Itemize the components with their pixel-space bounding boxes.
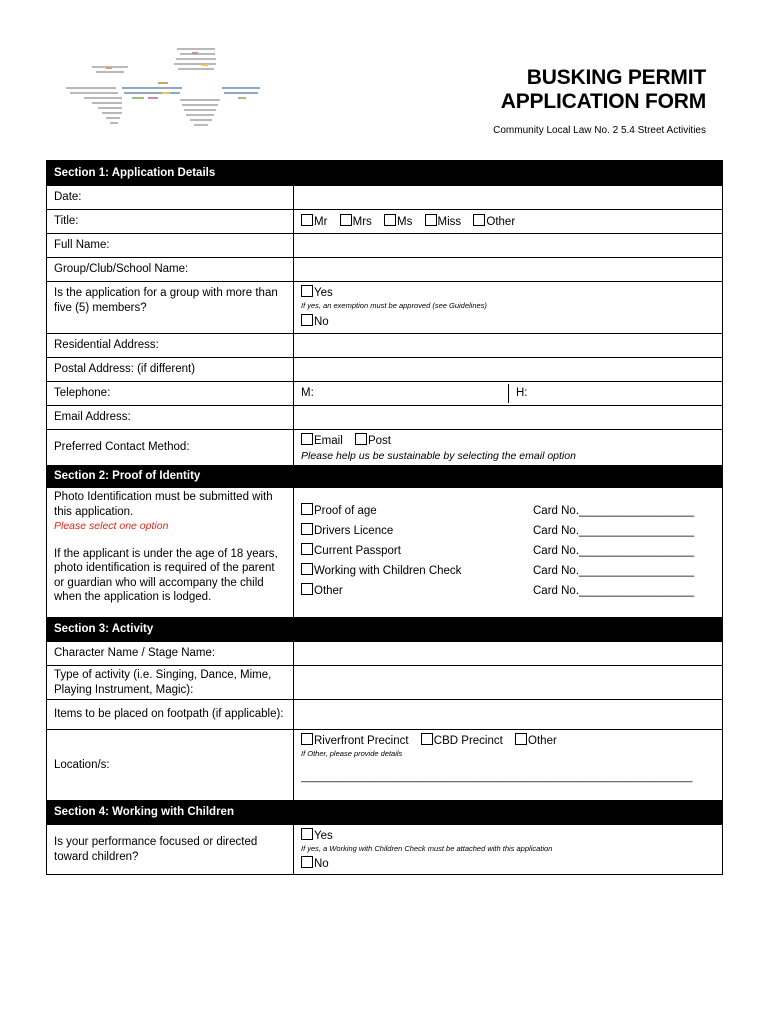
contact-sustainable-note: Please help us be sustainable by selecting the email option bbox=[301, 449, 576, 462]
character-name-field[interactable] bbox=[294, 642, 723, 666]
residential-address-field[interactable] bbox=[294, 334, 723, 358]
identity-select-note: Please select one option bbox=[54, 520, 169, 532]
title-other-label: Other bbox=[486, 215, 516, 228]
section3-heading: Section 3: Activity bbox=[47, 618, 723, 642]
cbd-label: CBD Precinct bbox=[433, 735, 503, 747]
riverfront-label: Riverfront Precinct bbox=[314, 735, 409, 747]
drivers-licence-card-no[interactable]: Card No.__________________ bbox=[533, 524, 695, 537]
group-name-field[interactable] bbox=[294, 258, 723, 282]
form-subtitle: Community Local Law No. 2 5.4 Street Activities bbox=[493, 125, 706, 136]
section4-heading: Section 4: Working with Children bbox=[47, 801, 723, 825]
council-logo bbox=[62, 44, 264, 132]
contact-post-checkbox[interactable] bbox=[355, 433, 367, 445]
identity-instructions bbox=[47, 488, 294, 618]
title-mrs-label: Mrs bbox=[352, 215, 372, 228]
form-title-block bbox=[493, 66, 706, 136]
contact-method-label: Preferred Contact Method: bbox=[47, 430, 294, 466]
title-ms-checkbox[interactable] bbox=[384, 214, 396, 226]
group-no-checkbox[interactable] bbox=[301, 314, 313, 326]
other-id-card-no[interactable]: Card No.__________________ bbox=[533, 584, 695, 597]
passport-checkbox[interactable] bbox=[301, 543, 313, 555]
children-yes-label: Yes bbox=[314, 830, 333, 842]
children-no-checkbox[interactable] bbox=[301, 856, 313, 868]
mobile-field[interactable] bbox=[294, 384, 509, 403]
children-yes-checkbox[interactable] bbox=[301, 828, 313, 840]
other-id-label: Other bbox=[314, 585, 343, 598]
wwc-check-checkbox[interactable] bbox=[301, 563, 313, 575]
email-address-label: Email Address: bbox=[47, 406, 294, 430]
location-options bbox=[294, 730, 723, 801]
activity-type-label: Type of activity (i.e. Singing, Dance, Mime, Playing Instrument, Magic): bbox=[47, 666, 294, 700]
postal-address-field[interactable] bbox=[294, 358, 723, 382]
title-other-checkbox[interactable] bbox=[473, 214, 485, 226]
title-miss-checkbox[interactable] bbox=[425, 214, 437, 226]
cbd-checkbox[interactable] bbox=[421, 733, 433, 745]
group-size-question: Is the application for a group with more than five (5) members? bbox=[47, 282, 294, 334]
section2-heading: Section 2: Proof of Identity bbox=[47, 466, 723, 488]
passport-label: Current Passport bbox=[314, 545, 401, 558]
riverfront-checkbox[interactable] bbox=[301, 733, 313, 745]
group-yes-label: Yes bbox=[314, 287, 333, 299]
group-yes-checkbox[interactable] bbox=[301, 285, 313, 297]
footpath-items-field[interactable] bbox=[294, 700, 723, 730]
title-miss-label: Miss bbox=[437, 215, 462, 228]
home-phone-label: H: bbox=[516, 387, 528, 400]
contact-email-label: Email bbox=[314, 435, 343, 447]
application-form-table bbox=[46, 160, 723, 875]
proof-of-age-label: Proof of age bbox=[314, 505, 377, 518]
home-phone-field[interactable] bbox=[509, 384, 722, 403]
identity-options bbox=[294, 488, 723, 618]
contact-email-checkbox[interactable] bbox=[301, 433, 313, 445]
group-exemption-note: If yes, an exemption must be approved (see Guidelines) bbox=[301, 300, 487, 310]
identity-intro: Photo Identification must be submitted with this application. bbox=[54, 491, 273, 518]
fullname-label: Full Name: bbox=[47, 234, 294, 258]
footpath-items-label: Items to be placed on footpath (if applicable): bbox=[47, 700, 294, 730]
drivers-licence-label: Drivers Licence bbox=[314, 525, 394, 538]
date-field[interactable] bbox=[294, 186, 723, 210]
wwc-check-card-no[interactable]: Card No.__________________ bbox=[533, 564, 695, 577]
group-size-options bbox=[294, 282, 723, 334]
contact-post-label: Post bbox=[367, 435, 391, 447]
title-options bbox=[294, 210, 723, 234]
passport-card-no[interactable]: Card No.__________________ bbox=[533, 544, 695, 557]
section1-heading: Section 1: Application Details bbox=[47, 161, 723, 186]
contact-method-options bbox=[294, 430, 723, 466]
form-title-line2: APPLICATION FORM bbox=[500, 90, 706, 113]
children-options bbox=[294, 825, 723, 875]
title-mr-checkbox[interactable] bbox=[301, 214, 313, 226]
telephone-label: Telephone: bbox=[47, 382, 294, 406]
group-name-label: Group/Club/School Name: bbox=[47, 258, 294, 282]
drivers-licence-checkbox[interactable] bbox=[301, 523, 313, 535]
residential-address-label: Residential Address: bbox=[47, 334, 294, 358]
location-other-note: If Other, please provide details bbox=[301, 748, 403, 758]
email-address-field[interactable] bbox=[294, 406, 723, 430]
telephone-fields bbox=[294, 382, 723, 406]
character-name-label: Character Name / Stage Name: bbox=[47, 642, 294, 666]
other-id-checkbox[interactable] bbox=[301, 583, 313, 595]
title-mrs-checkbox[interactable] bbox=[340, 214, 352, 226]
title-mr-label: Mr bbox=[314, 215, 328, 228]
title-label: Title: bbox=[47, 210, 294, 234]
wwc-check-label: Working with Children Check bbox=[314, 565, 462, 578]
proof-of-age-checkbox[interactable] bbox=[301, 503, 313, 515]
activity-type-field[interactable] bbox=[294, 666, 723, 700]
date-label: Date: bbox=[47, 186, 294, 210]
form-title-line1: BUSKING PERMIT bbox=[526, 66, 706, 89]
fullname-field[interactable] bbox=[294, 234, 723, 258]
proof-of-age-card-no[interactable]: Card No.__________________ bbox=[533, 504, 695, 517]
location-details-line[interactable]: ________________________________________________________________ bbox=[301, 770, 693, 783]
postal-address-label: Postal Address: (if different) bbox=[47, 358, 294, 382]
identity-minor-note: If the applicant is under the age of 18 years, photo identification is required of the parent or guardian who will accompany the child when the application is lodged. bbox=[54, 547, 278, 603]
location-other-label: Other bbox=[528, 735, 557, 747]
children-no-label: No bbox=[314, 857, 329, 870]
location-label: Location/s: bbox=[47, 730, 294, 801]
group-no-label: No bbox=[314, 315, 329, 328]
location-other-checkbox[interactable] bbox=[515, 733, 527, 745]
children-question: Is your performance focused or directed toward children? bbox=[47, 825, 294, 875]
mobile-label: M: bbox=[301, 387, 314, 400]
title-ms-label: Ms bbox=[397, 215, 413, 228]
children-wwc-note: If yes, a Working with Children Check must be attached with this application bbox=[301, 843, 553, 853]
